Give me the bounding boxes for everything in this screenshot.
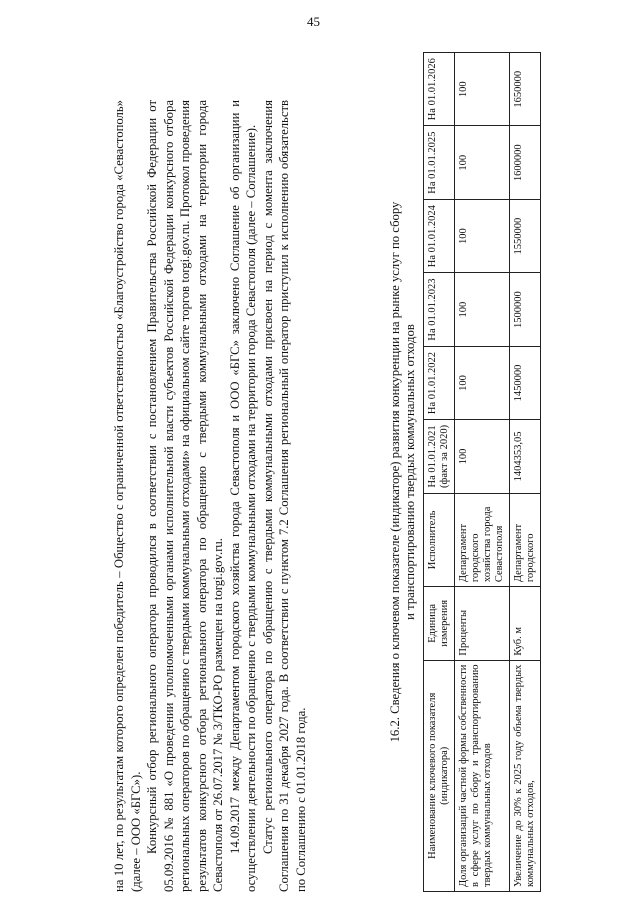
table-cell: 100 (455, 53, 510, 126)
table-cell: 1404353,05 (510, 420, 541, 493)
column-header: На 01.01.2025 (424, 126, 455, 199)
paragraph: Статус регионального оператора по обращению с твердыми коммунальными отходами присвоен на период с момента заключения Соглашения по 31 декабря 2027 года. В соответствии с пунктом 7.2 Соглашения региональный оператор приступил к исполнению обязательств по Соглашению с 01.01.2018 года. (260, 100, 308, 892)
section-title-line: 16.2. Сведения о ключевом показателе (индикаторе) развития конкуренции на рынке услуг по сбору (388, 201, 402, 743)
page-number: 45 (307, 14, 320, 29)
column-header: На 01.01.2023 (424, 273, 455, 346)
paragraph: 14.09.2017 между Департаментом городского хозяйства города Севастополя и ООО «БГС» заключено Соглашение об организации и осуществлении деятельности по обращению с твердыми коммунальными отходами на территории города Севастополя (далее – Соглашение). (227, 100, 258, 892)
column-header: Наименование ключевого показателя (индикатора) (424, 660, 455, 891)
table-cell: Департамент городского хозяйства города Севастополя (455, 493, 510, 586)
table-cell: 100 (455, 346, 510, 419)
table-cell: 1600000 (510, 126, 541, 199)
table-cell: 1450000 (510, 346, 541, 419)
column-header: На 01.01.2022 (424, 346, 455, 419)
table-cell: 100 (455, 126, 510, 199)
table-row (510, 53, 541, 892)
table-cell: 1650000 (510, 53, 541, 126)
column-header: На 01.01.2021 (факт за 2020) (424, 420, 455, 493)
table-cell: Проценты (455, 587, 510, 660)
table-cell: Доля организаций частной формы собственности в сфере услуг по сбору и транспортированию твердых коммунальных отходов (455, 660, 510, 891)
column-header: На 01.01.2026 (424, 53, 455, 126)
column-header: На 01.01.2024 (424, 199, 455, 272)
column-header: Единица измерения (424, 587, 455, 660)
column-header: Исполнитель (424, 493, 455, 586)
table-row (455, 53, 510, 892)
rotated-page-content (105, 52, 625, 892)
section-title-line: и транспортированию твердых коммунальных отходов (403, 324, 417, 620)
table-cell: 1500000 (510, 273, 541, 346)
section-title (388, 52, 418, 892)
table-cell: 100 (455, 420, 510, 493)
table-cell: 1550000 (510, 199, 541, 272)
paragraph: Конкурсный отбор регионального оператора проводился в соответствии с постановлением Правительства Российской Федерации от 05.09.2016 № 881 «О проведении уполномоченными органами исполнительной власти субъектов Российской Федерации конкурсного отбора региональных операторов по обращению с твердыми коммунальными отходами» на официальном сайте торгов torgi.gov.ru. Протокол проведения результатов конкурсного отбора регионального оператора по обращению с твердыми коммунальными отходами на территории города Севастополя от 26.07.2017 № 3/ТКО-РО размещен на torgi.gov.ru. (145, 100, 225, 892)
table-cell: Увеличение до 30% к 2025 году объема твердых коммунальных отходов, (510, 660, 541, 891)
paragraph: на 10 лет, по результатам которого определен победитель – Общество с ограниченной ответственностью «Благоустройство города «Севастополь» (далее – ООО «БГС»). (112, 100, 143, 892)
table-header-row (424, 53, 455, 892)
indicator-table (423, 52, 541, 892)
table-cell: 100 (455, 199, 510, 272)
table-cell: 100 (455, 273, 510, 346)
body-text (111, 100, 309, 892)
table-cell: Департамент городского (510, 493, 541, 586)
table-cell: Куб. м (510, 587, 541, 660)
